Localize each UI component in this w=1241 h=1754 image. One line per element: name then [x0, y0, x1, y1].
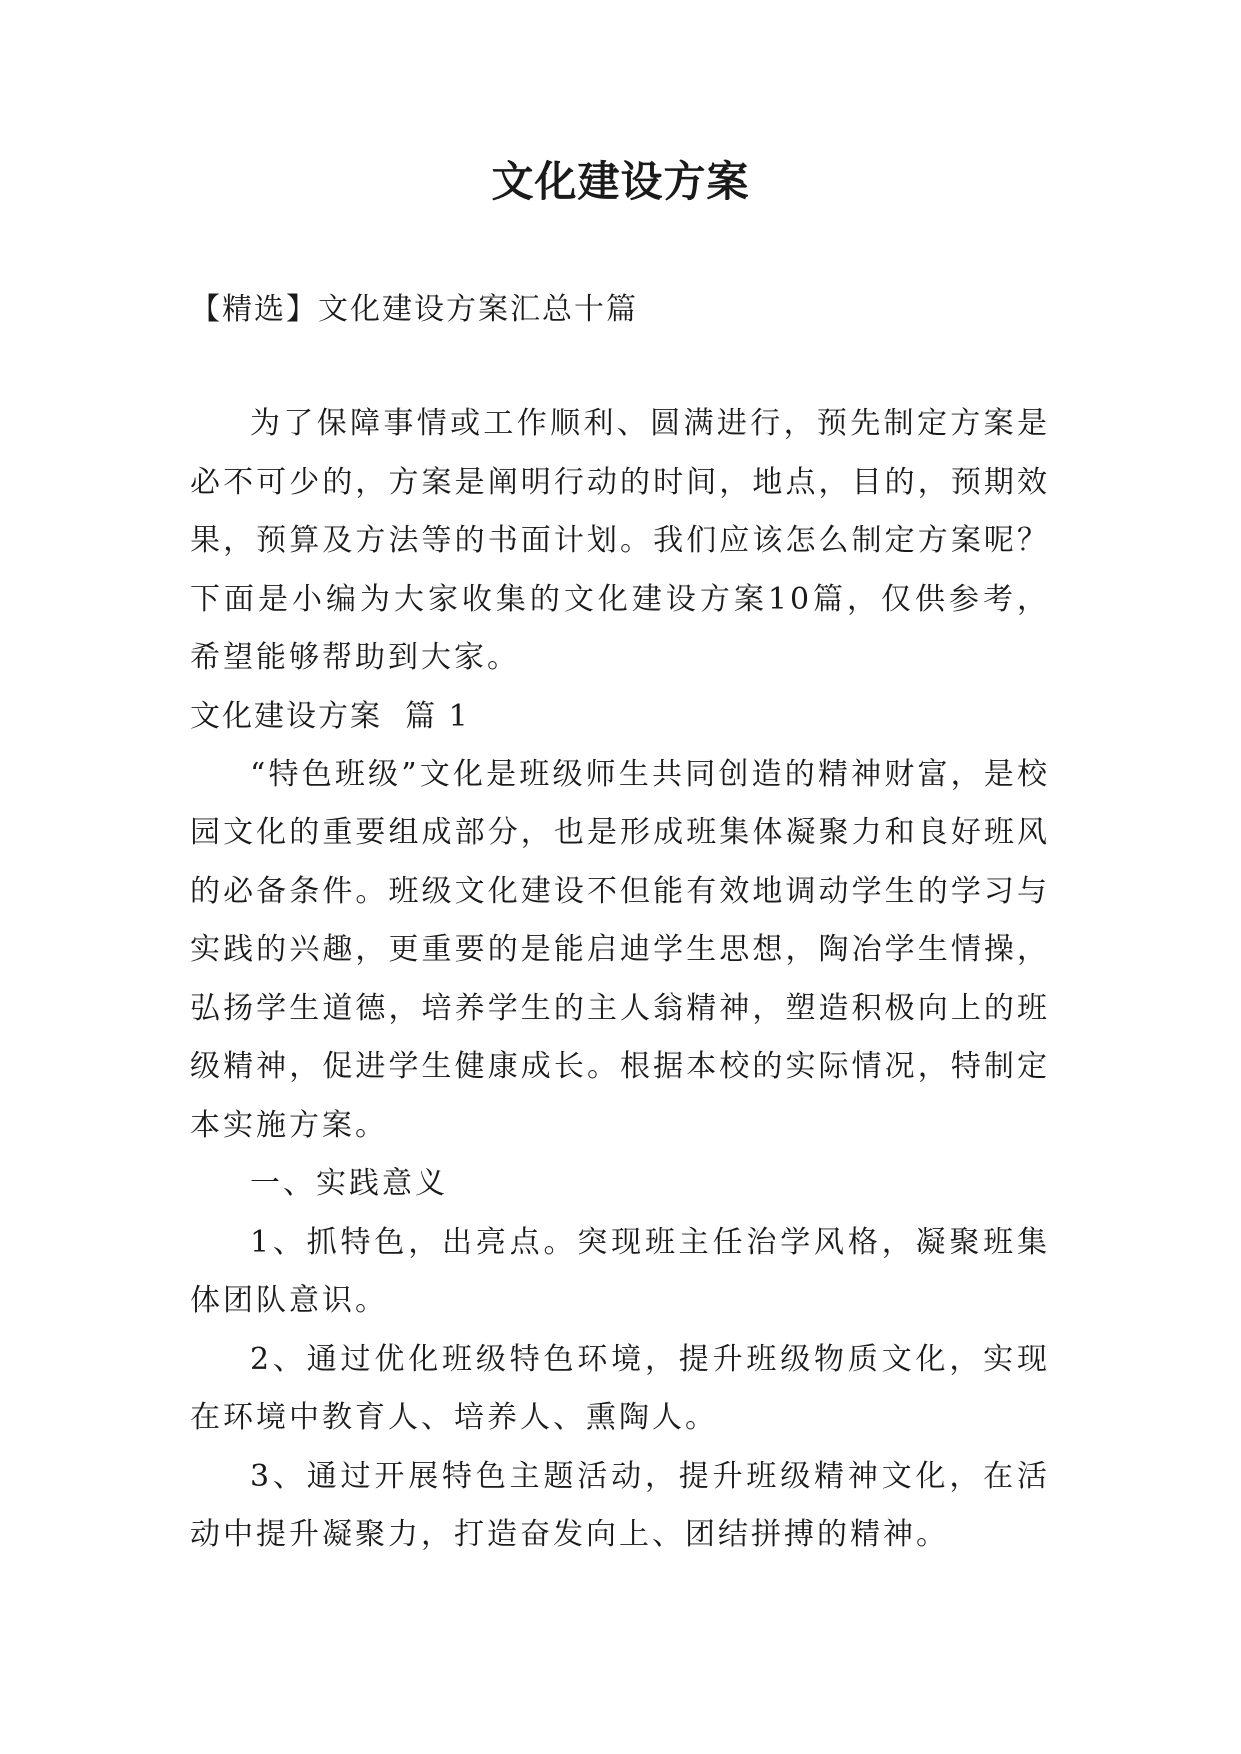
document-subtitle: 【精选】文化建设方案汇总十篇 — [190, 292, 638, 327]
document-title: 文化建设方案 — [491, 157, 750, 206]
section-heading: 文化建设方案 篇 1 — [190, 698, 470, 734]
list-item: 1、抓特色，出亮点。突现班主任治学风格，凝聚班集体团队意识。 — [190, 1224, 1050, 1318]
list-item: 3、通过开展特色主题活动，提升班级精神文化，在活动中提升凝聚力，打造奋发向上、团结拼搏的精神。 — [190, 1458, 1050, 1552]
section-body-paragraph: “特色班级”文化是班级师生共同创造的精神财富，是校园文化的重要组成部分，也是形成班集体凝聚力和良好班风的必备条件。班级文化建设不但能有效地调动学生的学习与实践的兴趣，更重要的是能启迪学生思想，陶冶学生情操，弘扬学生道德，培养学生的主人翁精神，塑造积极向上的班级精神，促进学生健康成长。根据本校的实际情况，特制定本实施方案。 — [190, 756, 1050, 1143]
intro-paragraph: 为了保障事情或工作顺利、圆满进行，预先制定方案是必不可少的，方案是阐明行动的时间，地点，目的，预期效果，预算及方法等的书面计划。我们应该怎么制定方案呢？下面是小编为大家收集的文化建设方案10篇，仅供参考，希望能够帮助到大家。 — [190, 406, 1050, 675]
list-item: 2、通过优化班级特色环境，提升班级物质文化，实现在环境中教育人、培养人、熏陶人。 — [190, 1341, 1050, 1435]
heading-practice-meaning: 一、实践意义 — [250, 1166, 448, 1201]
document-body — [190, 288, 1050, 1565]
